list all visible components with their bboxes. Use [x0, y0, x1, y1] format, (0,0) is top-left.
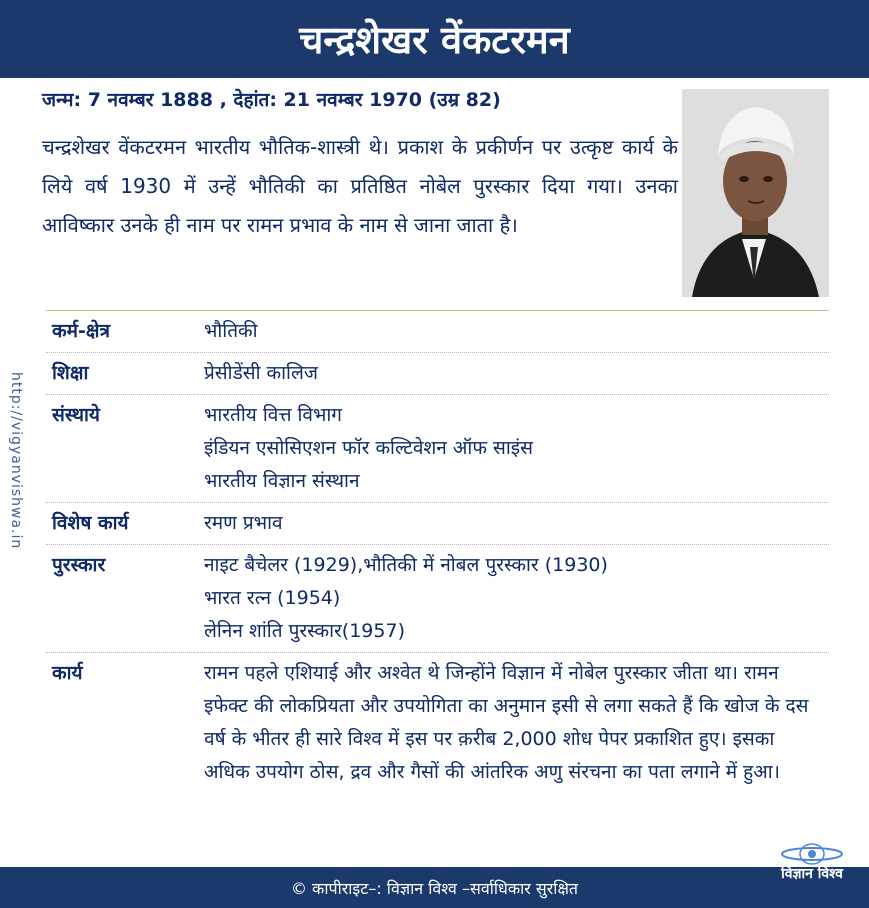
info-table [46, 310, 829, 793]
info-value-line: इंडियन एसोसिएशन फॉर कल्टिवेशन ऑफ साइंस [204, 437, 533, 459]
info-value-line: भारत रत्न (1954) [204, 587, 341, 609]
info-value [198, 503, 829, 545]
info-value [198, 311, 829, 353]
page-title: चन्द्रशेखर वेंकटरमन [299, 18, 570, 62]
copyright-text: © कापीराइट–: विज्ञान विश्व –सर्वाधिकार सुरक्षित [290, 878, 579, 898]
info-key: विशेष कार्य [52, 512, 129, 534]
info-row [46, 653, 829, 794]
portrait-illustration [682, 89, 829, 297]
info-value [198, 395, 829, 503]
info-value [198, 353, 829, 395]
page-header [0, 0, 869, 78]
birth-death-line: जन्म: 7 नवम्बर 1888 , देहांत: 21 नवम्बर 1970 (उम्र 82) [42, 89, 501, 111]
info-key: कर्म-क्षेत्र [52, 320, 110, 342]
intro-paragraph: चन्द्रशेखर वेंकटरमन भारतीय भौतिक-शास्त्री थे। प्रकाश के प्रकीर्णन पर उत्कृष्ट कार्य के लिये वर्ष 1930 में उन्हें भौतिकी का प्रतिष्ठित नोबेल पुरस्कार दिया गया। उनका आविष्कार उनके ही नाम पर रामन प्रभाव के नाम से जाना जाता है। [42, 135, 678, 237]
info-key: पुरस्कार [52, 554, 106, 576]
info-key: कार्य [52, 662, 83, 684]
vigyan-vishwa-logo [762, 840, 862, 888]
info-value-line: भारतीय वित्त विभाग [204, 404, 342, 426]
logo-label: विज्ञान विश्व [781, 866, 843, 882]
info-value-line: लेनिन शांति पुरस्कार(1957) [204, 620, 405, 642]
website-link[interactable]: http://vigyanvishwa.in [8, 372, 24, 550]
info-value-line: रामन पहले एशियाई और अश्वेत थे जिन्होंने विज्ञान में नोबेल पुरस्कार जीता था। रामन इफेक्ट की लोकप्रियता और उपयोगिता का अनुमान इसी से लगा सकते हैं कि खोज के दस वर्ष के भीतर ही सारे विश्व में इस पर क़रीब 2,000 शोध पेपर प्रकाशित हुए। इसका अधिक उपयोग ठोस, द्रव और गैसों की आंतरिक अणु संरचना का पता लगाने में हुआ। [204, 662, 809, 783]
atom-icon [762, 840, 862, 866]
info-row [46, 545, 829, 653]
info-value-line: भौतिकी [204, 320, 258, 342]
info-row [46, 503, 829, 545]
info-row [46, 395, 829, 503]
info-value-line: भारतीय विज्ञान संस्थान [204, 470, 360, 492]
info-value [198, 545, 829, 653]
info-value [198, 653, 829, 794]
info-value-line: रमण प्रभाव [204, 512, 283, 534]
info-key: शिक्षा [52, 362, 89, 384]
info-value-line: प्रेसीडेंसी कालिज [204, 362, 318, 384]
info-key: संस्थाये [52, 404, 100, 426]
info-row [46, 353, 829, 395]
info-value-line: नाइट बैचेलर (1929),भौतिकी में नोबल पुरस्कार (1930) [204, 554, 608, 576]
portrait-photo [682, 89, 829, 297]
footer [0, 867, 869, 908]
info-row [46, 311, 829, 353]
